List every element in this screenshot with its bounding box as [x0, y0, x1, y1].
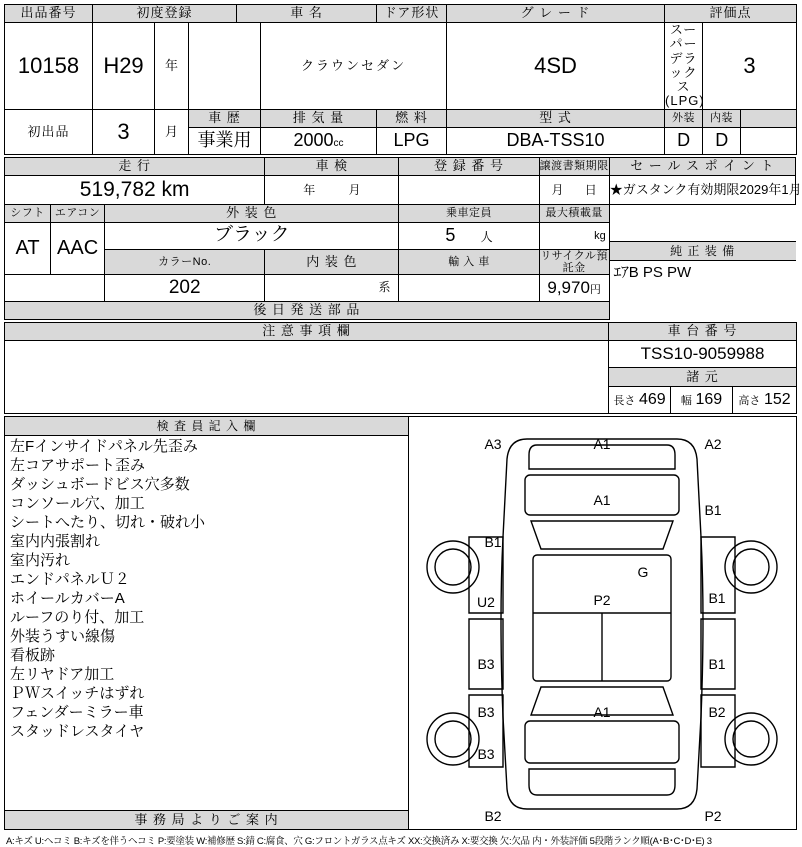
first-reg-label: 初度登録: [93, 5, 237, 23]
displacement-value: [261, 127, 377, 154]
inspector-title: 検 査 員 記 入 欄: [5, 417, 408, 436]
int-color-value: [265, 274, 399, 301]
capacity-unit: 人: [480, 229, 493, 244]
grade-value: スーパーデラックス(LPG): [665, 22, 705, 109]
exhibit-no-value: 10158: [5, 23, 93, 110]
score-value: 3: [703, 23, 797, 110]
first-reg-year-unit: 年: [155, 23, 189, 110]
caution-chassis-table: [4, 322, 797, 414]
exhibit-no-label: 出品番号: [5, 5, 93, 23]
displacement-label: 排 気 量: [261, 109, 377, 127]
import-label: 輸 入 車: [399, 249, 539, 274]
caution-value: [5, 340, 609, 413]
ext-int-label: [665, 109, 741, 127]
door-label: ドア形状: [377, 5, 447, 23]
ext-color-value: ブラック: [105, 222, 399, 249]
displacement-number: 2000: [293, 129, 334, 150]
misc-label: 諸 元: [609, 368, 797, 386]
recycle-value: [539, 274, 609, 301]
shift-label: シフト: [5, 204, 51, 222]
genuine-equip-label: 純 正 装 備: [610, 241, 796, 261]
history-label: 車 歴: [189, 109, 261, 127]
ext-grade: D: [665, 128, 703, 154]
inspector-note-line: ＰＷスイッチはずれ: [10, 684, 145, 702]
transfer-day-unit: 日: [584, 182, 597, 197]
shift-value: AT: [5, 222, 51, 274]
score-label: 評価点: [665, 5, 797, 23]
first-reg-month: 3: [93, 109, 155, 154]
width-label: 幅: [680, 394, 692, 407]
recycle-label: リサイクル預託金: [540, 249, 608, 274]
grade-label: グ レ ー ド: [447, 5, 665, 23]
inspector-notes: [5, 436, 408, 744]
mark-p2-center: P2: [593, 591, 611, 608]
legend-footer: A:キズ U:ヘコミ B:キズを伴うヘコミ P:要塗装 W:補修歴 S:錆 C:腐食、穴 G:フロントガラス点キズ XX:交換済み X:要交換 欠:欠品 内・外装評価 5段階ランク順(A･B･C･D･E) 3: [6, 835, 712, 847]
inspector-note-line: 室内内張割れ: [10, 532, 101, 550]
door-value: 4SD: [447, 23, 665, 110]
ext-label: 外装: [665, 110, 703, 127]
mark-b2-right-rear: B2: [708, 703, 726, 720]
fuel-value: LPG: [377, 127, 447, 154]
displacement-unit: cc: [333, 137, 344, 149]
first-reg-month-unit: 月: [155, 109, 189, 154]
ext-int-grade: [665, 127, 797, 154]
int-color-label: 内 装 色: [265, 249, 399, 274]
height-label: 高さ: [738, 394, 761, 407]
caution-label: 注 意 事 項 欄: [5, 322, 609, 340]
damage-diagram: [409, 417, 796, 829]
mark-b1-right-rear: B1: [708, 655, 726, 672]
mark-a1-front: A1: [593, 435, 611, 452]
color-no-value: 202: [105, 274, 265, 301]
genuine-equip-value: ｴｱB PS PW: [613, 263, 692, 281]
later-parts-label: 後 日 発 送 部 品: [5, 301, 610, 319]
color-no-label: カラーNo.: [105, 249, 265, 274]
inspector-note-line: 看板跡: [10, 646, 56, 664]
ext-color-label: 外 装 色: [105, 204, 399, 222]
height-value: 152: [763, 390, 791, 408]
import-value: [399, 274, 539, 301]
model-value: DBA-TSS10: [447, 127, 665, 154]
width-cell: [671, 386, 733, 413]
mark-b3-rear: B3: [477, 745, 495, 762]
mark-u2: U2: [477, 593, 495, 610]
inspector-note-line: 外装うすい線傷: [10, 627, 116, 645]
bottom-table: [4, 416, 797, 830]
inspector-column: [5, 416, 409, 810]
car-name-value: クラウンセダン: [261, 23, 447, 110]
inspector-note-line: 左リヤドア加工: [10, 665, 115, 683]
inspector-note-line: コンソール穴、加工: [10, 494, 145, 512]
inspector-note-line: エンドパネルＵ２: [10, 570, 130, 588]
max-load-label: 最大積載量: [539, 204, 609, 222]
mileage-label: 走 行: [5, 157, 265, 175]
width-value: 169: [695, 390, 723, 408]
capacity-value: [399, 222, 539, 249]
mark-b3-left-rear: B3: [477, 703, 495, 720]
length-cell: [609, 386, 671, 413]
height-cell: [733, 386, 797, 413]
sales-point-area: [609, 204, 795, 301]
inspector-note-line: フェンダーミラー車: [10, 703, 144, 721]
capacity-label: 乗車定員: [399, 204, 539, 222]
int-grade: D: [703, 128, 741, 154]
inspector-note-line: 左コアサポート歪み: [10, 456, 146, 474]
mark-p2-rear: P2: [704, 807, 722, 824]
mark-b1-right-front: B1: [704, 501, 722, 518]
int-label: 内装: [710, 112, 734, 125]
shift-aircon-spacer: [5, 274, 105, 301]
inspector-note-line: ホイールカバーA: [10, 589, 125, 607]
mileage-value: 519,782 km: [5, 175, 265, 204]
sales-point-label: セ ー ル ス ポ イ ン ト: [609, 157, 795, 175]
aircon-value: AAC: [51, 222, 105, 274]
details-table: [4, 157, 802, 320]
length-label: 長さ: [613, 394, 636, 407]
inspector-note-line: ルーフのり付、加工: [10, 608, 145, 626]
reg-no-value: [399, 175, 539, 204]
office-notice-label: 事 務 局 よ り ご 案 内: [5, 810, 409, 829]
transfer-value: [539, 175, 609, 204]
mark-a3: A3: [484, 435, 502, 452]
inspection-label: 車 検: [265, 157, 399, 175]
header-spacer: [741, 109, 797, 127]
inspector-note-line: スタッドレスタイヤ: [10, 722, 145, 740]
chassis-label: 車 台 番 号: [609, 322, 797, 340]
first-exhibit-stamp: 初出品: [5, 109, 93, 154]
inspector-note-line: ダッシュボードビス穴多数: [10, 475, 190, 493]
inspector-note-line: シートへたり、切れ・破れ小: [10, 513, 206, 531]
capacity-number: 5: [445, 224, 456, 245]
mark-b3-left-mid: B3: [477, 655, 495, 672]
chassis-no-value: TSS10-9059988: [609, 340, 797, 367]
transfer-label: 譲渡書類期限: [539, 157, 609, 175]
mark-b1-right-mid: B1: [708, 589, 726, 606]
grade-spacer: [741, 128, 796, 154]
recycle-number: 9,970: [547, 277, 590, 297]
inspector-note-line: 室内汚れ: [10, 551, 71, 569]
inspection-month-unit: 月: [348, 182, 361, 197]
max-load-value: [539, 222, 609, 249]
sales-point-value: ★ガスタンク有効期限2029年1月: [609, 175, 795, 204]
max-load-unit: kg: [594, 229, 606, 242]
fuel-label: 燃 料: [377, 109, 447, 127]
reg-no-label: 登 録 番 号: [399, 157, 539, 175]
model-label: 型 式: [447, 109, 665, 127]
mark-b2-rear: B2: [484, 807, 502, 824]
car-name-label: 車 名: [237, 5, 377, 23]
recycle-unit: 円: [589, 283, 601, 296]
later-parts-spacer: [609, 301, 795, 319]
int-color-suffix: 系: [378, 280, 391, 295]
car-diagram-svg: [409, 417, 795, 829]
inspection-value: [265, 175, 399, 204]
header-table: [4, 4, 797, 155]
mark-b1-left-front: B1: [484, 533, 502, 550]
damage-diagram-cell: [409, 416, 797, 829]
inspector-note-line: 左Fインサイドパネル先歪み: [10, 437, 198, 455]
history-value: 事業用: [189, 127, 261, 154]
length-value: 469: [638, 390, 666, 408]
aircon-label: エアコン: [51, 204, 105, 222]
mark-a1-trunk: A1: [593, 703, 611, 720]
first-reg-year: H29: [93, 23, 155, 110]
transfer-month-unit: 月: [551, 182, 564, 197]
mark-a1-hood: A1: [593, 491, 611, 508]
first-reg-month-cell: [189, 23, 261, 110]
mark-a2: A2: [704, 435, 722, 452]
inspection-year-unit: 年: [303, 182, 316, 197]
mark-g: G: [637, 563, 649, 580]
